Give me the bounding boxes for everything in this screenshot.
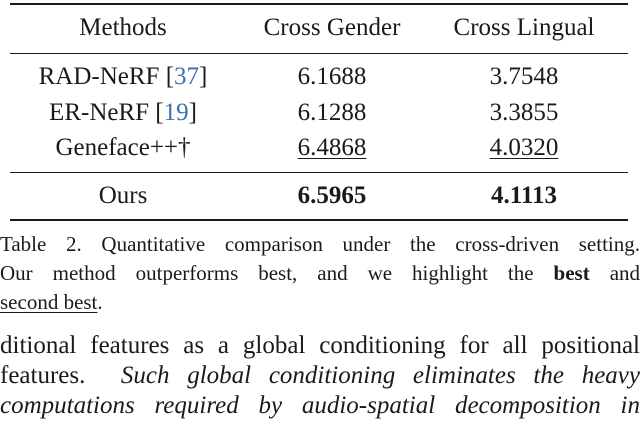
caption-text: .: [97, 290, 103, 314]
table-bottom-rule: [10, 219, 628, 221]
row-2-cross-gender: 6.1288: [297, 99, 367, 126]
citation-link[interactable]: 19: [163, 99, 189, 126]
caption-text: and: [609, 261, 640, 285]
body-line-2: [0, 361, 640, 391]
table-ours-rule: [10, 172, 628, 173]
row-method-ours: Ours: [98, 182, 148, 209]
body-text: features.: [0, 362, 86, 389]
header-methods: Methods: [79, 14, 167, 41]
row-2-cross-lingual: 3.3855: [489, 99, 559, 126]
row-4-cross-lingual: 4.1113: [491, 182, 557, 209]
method-name: ER-NeRF: [49, 99, 150, 126]
row-method-er-nerf: ER-NeRF [19]: [49, 99, 197, 126]
caption-second-best: second best: [0, 290, 98, 314]
caption-line-1: Table 2. Quantitative comparison under the cross-driven setting.: [0, 232, 640, 256]
table-caption: [0, 230, 640, 317]
method-name: RAD-NeRF: [38, 63, 160, 90]
row-3-cross-lingual: 4.0320: [489, 134, 559, 161]
row-method-rad-nerf: RAD-NeRF [37]: [38, 63, 208, 90]
table-header-rule: [10, 53, 628, 54]
caption-line-2: [0, 259, 640, 288]
row-4-cross-gender: 6.5965: [297, 182, 367, 209]
caption-line-3: [0, 288, 640, 317]
citation-link[interactable]: 37: [174, 63, 200, 90]
row-1-cross-lingual: 3.7548: [489, 63, 559, 90]
body-italic: Such global conditioning eliminates the heavy: [120, 362, 640, 389]
row-1-cross-gender: 6.1688: [297, 63, 367, 90]
body-line-3: computations required by audio-spatial decomposition in: [0, 392, 640, 419]
header-cross-lingual: Cross Lingual: [453, 14, 595, 41]
caption-text: Our method outperforms best, and we highlight the: [0, 261, 534, 285]
row-method-geneface: Geneface++†: [55, 134, 191, 161]
row-3-cross-gender: 6.4868: [297, 134, 367, 161]
body-line-1: ditional features as a global conditioning for all positional: [0, 332, 640, 359]
caption-best: best: [553, 261, 590, 285]
header-cross-gender: Cross Gender: [263, 14, 401, 41]
body-paragraph: [0, 331, 640, 421]
table-top-rule: [10, 3, 628, 5]
